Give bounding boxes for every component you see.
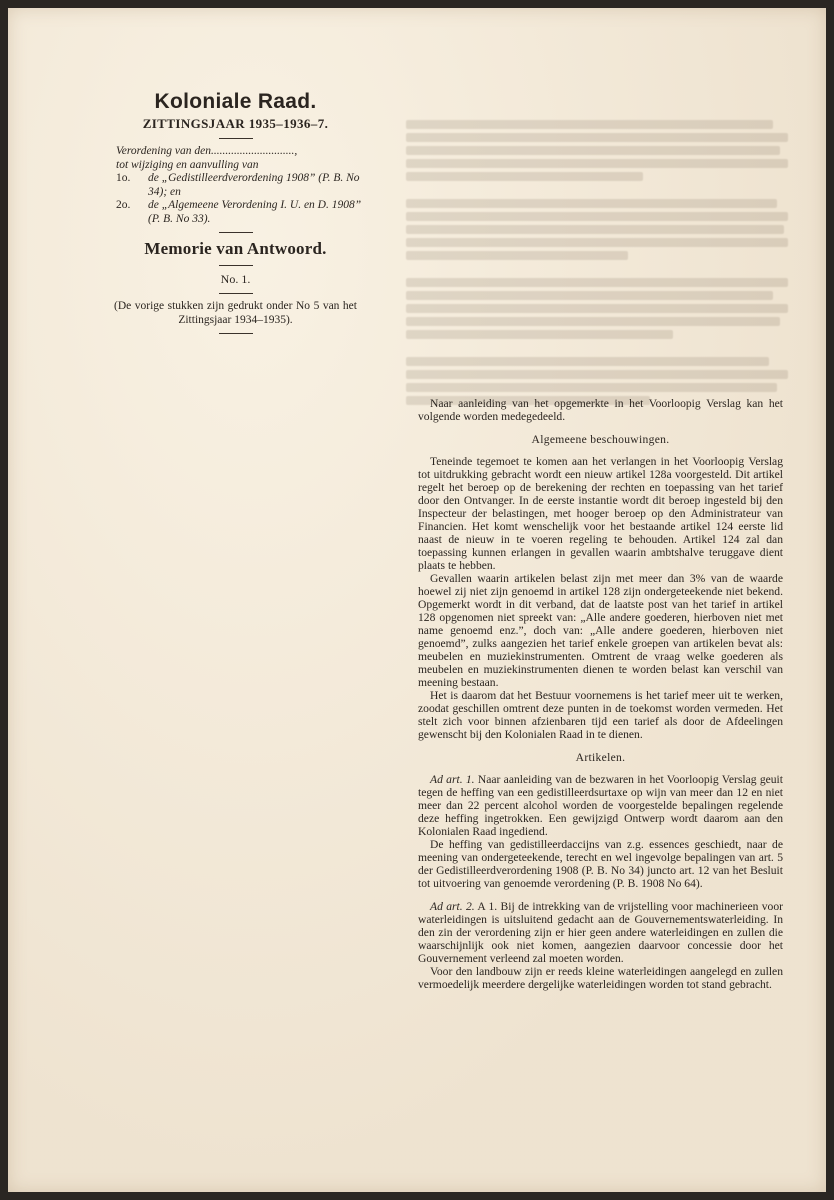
divider: [219, 138, 253, 139]
session-year: ZITTINGSJAAR 1935–1936–7.: [142, 116, 329, 131]
article-2-paragraph: [418, 900, 783, 965]
article-1-label: Ad art. 1.: [430, 773, 475, 786]
section-heading-general: Algemeene beschouwingen.: [531, 433, 670, 446]
document-type-title: Memorie van Antwoord.: [144, 239, 327, 258]
article-1-paragraph: [418, 773, 783, 838]
document-number: No. 1.: [220, 272, 251, 286]
ordinance-item: [116, 172, 363, 199]
item-text: de „Algemeene Verordening I. U. en D. 1908” (P. B. No 33).: [148, 199, 362, 225]
general-paragraph: Het is daarom dat het Bestuur voornemens is het tarief meer uit te werken, zoodat geschillen omtrent deze punten in de toekomst worden vermeden. Het stelt zich voor binnen afzienbaren tijd een tarief als door de Afdeelingen gewenscht bij den Kolonialen Raad in te dienen.: [418, 689, 783, 741]
ordinance-description: [116, 145, 363, 226]
item-number: 1o.: [116, 172, 131, 184]
divider: [219, 232, 253, 233]
divider: [219, 293, 253, 294]
divider: [219, 265, 253, 266]
intro-paragraph: Naar aanleiding van het opgemerkte in het Voorloopig Verslag kan het volgende worden medegedeeld.: [418, 397, 783, 423]
article-2-text: A 1. Bij de intrekking van de vrijstelling voor machinerieen voor waterleidingen is uitsluitend gedacht aan de Gouvernementswaterleiding. In den zin der verordening zijn er hier geen andere waterleidingen en zullen die waarschijnlijk ook niet komen, aangezien daarvoor concessie door het Gouvernement verleend zal moeten worden.: [418, 900, 783, 965]
previous-documents-note: (De vorige stukken zijn gedrukt onder No 5 van het Zittingsjaar 1934–1935).: [114, 300, 357, 326]
council-title: Koloniale Raad.: [154, 90, 317, 113]
article-2-paragraph-2: Voor den landbouw zijn er reeds kleine waterleidingen aangelegd en zullen vermoedelijk meerdere dergelijke waterleidingen worden tot stand gebracht.: [418, 965, 783, 991]
document-page: [8, 8, 826, 1192]
general-paragraph: Teneinde tegemoet te komen aan het verlangen in het Voorloopig Verslag tot uitdrukking gebracht wordt een nieuw artikel 128a voorgesteld. Dit artikel regelt het beroep op de berekening der rechten en toepassing van het tarief door den Ontvanger. In de eerste instantie wordt dit beroep ingesteld bij den Inspecteur der belastingen, met hooger beroep op den Administrateur van Financien. Het komt wenschelijk voor het bestaande artikel 124 eerste lid naast de nieuw in te voeren regeling te behouden. Artikel 124 zal dan toepassing kunnen erlangen in gevallen waarin ambtshalve teruggave dient plaats te hebben.: [418, 455, 783, 572]
section-heading-articles: Artikelen.: [575, 751, 626, 764]
item-text: de „Gedistilleerdverordening 1908” (P. B. No 34); en: [148, 172, 360, 198]
ordinance-line-1: Verordening van den.............................,: [116, 145, 298, 157]
general-paragraph: Gevallen waarin artikelen belast zijn met meer dan 3% van de waarde hoewel zij niet zijn genoemd in artikel 128 zijn ondergeteekende niet bekend. Opgemerkt wordt in dit verband, dat de laatste post van het tarief in artikel 128 opgenomen niet spreekt van: „Alle andere goederen, hierboven niet met name genoemd enz.”, doch van: „Alle andere goederen, hierboven niet genoemd”, zulks aangezien het tarief enkele groepen van artikelen bevat als: meubelen en muziekinstrumenten. Omtrent de vraag welke goederen als meubelen en muziekinstrumenten dienen te worden belast kan verschil van meening bestaan.: [418, 572, 783, 689]
body-column: [418, 397, 783, 991]
bleed-through-text: [406, 120, 788, 409]
article-2-label: Ad art. 2.: [430, 900, 475, 913]
item-number: 2o.: [116, 199, 131, 211]
document-header: [108, 90, 363, 340]
ordinance-line-2: tot wijziging en aanvulling van: [116, 158, 259, 171]
ordinance-item: [116, 199, 363, 226]
article-1-paragraph-2: De heffing van gedistilleerdaccijns van z.g. essences geschiedt, naar de meening van ondergeteekende, terecht en wel ingevolge bepalingen van art. 5 der Gedistilleerdverordening 1908 (P. B. No 34) juncto art. 12 van het Besluit tot uitvoering van genoemde verordening (P. B. 1908 No 64).: [418, 838, 783, 890]
article-1-text: Naar aanleiding van de bezwaren in het Voorloopig Verslag geuit tegen de heffing van een gedistilleerdsurtaxe op wijn van meer dan 12 en niet meer dan 22 percent alcohol worden de voorgestelde bepalingen regelende deze heffing ingetrokken. Een gewijzigd Ontwerp wordt daarom aan den Kolonialen Raad ingediend.: [418, 773, 783, 838]
divider: [219, 333, 253, 334]
